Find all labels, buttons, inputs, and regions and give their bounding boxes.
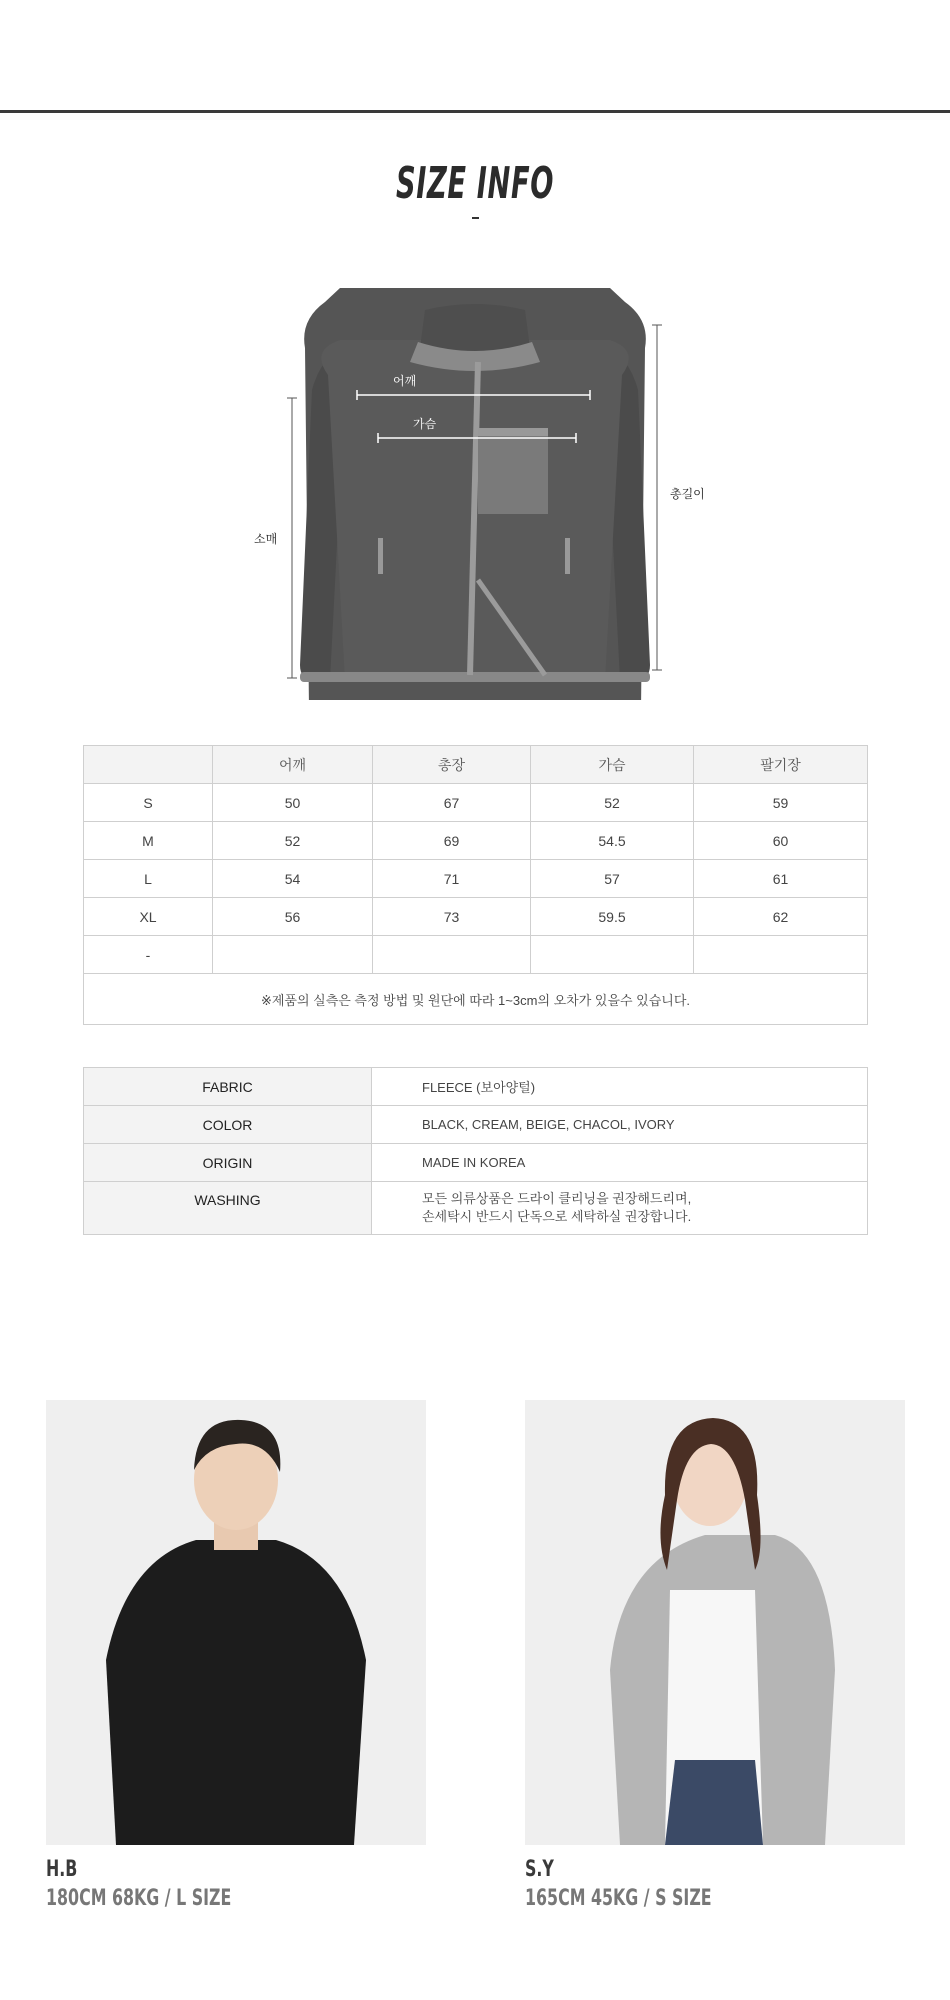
table-row — [84, 936, 868, 974]
color-value: BLACK, CREAM, BEIGE, CHACOL, IVORY — [372, 1106, 868, 1144]
table-cell: 59 — [694, 784, 868, 822]
washing-row — [84, 1182, 868, 1235]
table-cell — [531, 936, 694, 974]
model-name: S.Y — [525, 1857, 554, 1882]
model-spec: 165CM 45KG / S SIZE — [525, 1886, 712, 1911]
header-cell: 팔기장 — [694, 746, 868, 784]
sleeve-label: 소매 — [254, 532, 278, 546]
table-row — [84, 784, 868, 822]
model-spec: 180CM 68KG / L SIZE — [46, 1886, 232, 1911]
origin-label: ORIGIN — [84, 1144, 372, 1182]
table-cell: 56 — [213, 898, 373, 936]
title-underline — [472, 217, 479, 219]
model-name: H.B — [46, 1857, 78, 1882]
table-row — [84, 822, 868, 860]
origin-value: MADE IN KOREA — [372, 1144, 868, 1182]
size-table — [83, 745, 868, 1025]
color-label: COLOR — [84, 1106, 372, 1144]
washing-value — [372, 1182, 868, 1235]
measurement-diagram — [0, 280, 950, 700]
table-cell: - — [84, 936, 213, 974]
table-row — [84, 898, 868, 936]
table-cell — [213, 936, 373, 974]
model-card-female — [525, 1400, 905, 1911]
chest-label: 가슴 — [413, 417, 437, 431]
fabric-label: FABRIC — [84, 1068, 372, 1106]
total-length-label: 총길이 — [670, 487, 705, 501]
fabric-row — [84, 1068, 868, 1106]
washing-line-2: 손세탁시 반드시 단독으로 세탁하실 권장합니다. — [422, 1209, 692, 1224]
model-photo-female — [525, 1400, 905, 1845]
table-cell: 61 — [694, 860, 868, 898]
table-cell: 67 — [373, 784, 531, 822]
page-title: SIZE INFO — [395, 158, 555, 209]
washing-line-1: 모든 의류상품은 드라이 클리닝을 권장해드리며, — [422, 1191, 692, 1206]
table-cell: M — [84, 822, 213, 860]
table-cell: 71 — [373, 860, 531, 898]
fabric-value: FLEECE (보아양털) — [372, 1068, 868, 1106]
table-cell: 62 — [694, 898, 868, 936]
origin-row — [84, 1144, 868, 1182]
top-divider — [0, 110, 950, 113]
table-cell: S — [84, 784, 213, 822]
table-cell: 57 — [531, 860, 694, 898]
model-card-male — [46, 1400, 426, 1911]
model-male-illustration — [46, 1400, 426, 1845]
table-cell: 59.5 — [531, 898, 694, 936]
table-cell: 50 — [213, 784, 373, 822]
table-cell: 52 — [213, 822, 373, 860]
table-cell: XL — [84, 898, 213, 936]
header-cell: 가슴 — [531, 746, 694, 784]
table-cell — [694, 936, 868, 974]
model-photo-male — [46, 1400, 426, 1845]
model-female-illustration — [525, 1400, 905, 1845]
header-cell — [84, 746, 213, 784]
note-row — [84, 974, 868, 1025]
product-info-table — [83, 1067, 868, 1235]
header-cell: 총장 — [373, 746, 531, 784]
table-cell — [373, 936, 531, 974]
washing-label: WASHING — [84, 1182, 372, 1235]
color-row — [84, 1106, 868, 1144]
size-table-header — [84, 746, 868, 784]
header-cell: 어깨 — [213, 746, 373, 784]
table-row — [84, 860, 868, 898]
table-cell: L — [84, 860, 213, 898]
table-cell: 60 — [694, 822, 868, 860]
table-cell: 52 — [531, 784, 694, 822]
table-cell: 73 — [373, 898, 531, 936]
table-cell: 69 — [373, 822, 531, 860]
jacket-illustration — [0, 280, 950, 700]
shoulder-label: 어깨 — [393, 374, 417, 388]
table-cell: 54 — [213, 860, 373, 898]
table-cell: 54.5 — [531, 822, 694, 860]
measurement-note: ※제품의 실측은 측정 방법 및 원단에 따라 1~3cm의 오차가 있을수 있습니다. — [84, 974, 868, 1025]
